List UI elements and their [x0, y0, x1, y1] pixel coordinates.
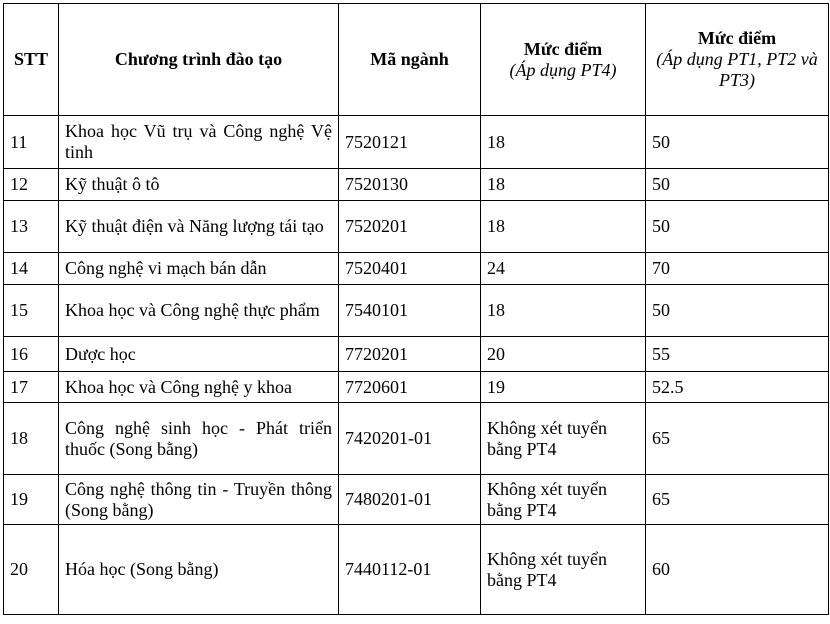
cell-program: Khoa học và Công nghệ y khoa [59, 372, 339, 403]
cell-score-pt4: Không xét tuyển bằng PT4 [481, 403, 646, 475]
table-row [4, 201, 829, 253]
cell-score-pt4: 18 [481, 116, 646, 169]
cell-score-pt123: 50 [646, 285, 829, 337]
cell-stt: 20 [4, 525, 59, 615]
cell-stt: 17 [4, 372, 59, 403]
cell-stt: 18 [4, 403, 59, 475]
cell-score-pt123: 70 [646, 253, 829, 285]
header-score-pt123 [646, 4, 829, 116]
cell-code: 7520401 [339, 253, 481, 285]
admission-score-table [3, 3, 829, 615]
cell-score-pt4: 18 [481, 285, 646, 337]
cell-score-pt4: 18 [481, 201, 646, 253]
cell-code: 7420201-01 [339, 403, 481, 475]
table-row [4, 337, 829, 372]
cell-score-pt123: 52.5 [646, 372, 829, 403]
cell-code: 7440112-01 [339, 525, 481, 615]
cell-stt: 14 [4, 253, 59, 285]
cell-program: Kỹ thuật điện và Năng lượng tái tạo [59, 201, 339, 253]
table-row [4, 475, 829, 525]
header-score-pt123-title: Mức điểm [697, 28, 777, 48]
cell-code: 7520130 [339, 169, 481, 201]
cell-score-pt4: 18 [481, 169, 646, 201]
cell-stt: 16 [4, 337, 59, 372]
header-stt: STT [4, 4, 59, 116]
cell-score-pt123: 65 [646, 475, 829, 525]
cell-program: Hóa học (Song bằng) [59, 525, 339, 615]
cell-stt: 19 [4, 475, 59, 525]
cell-code: 7520121 [339, 116, 481, 169]
table-row [4, 403, 829, 475]
cell-code: 7480201-01 [339, 475, 481, 525]
table-row [4, 169, 829, 201]
cell-stt: 12 [4, 169, 59, 201]
cell-score-pt4: Không xét tuyển bằng PT4 [481, 525, 646, 615]
cell-score-pt123: 50 [646, 116, 829, 169]
cell-program: Dược học [59, 337, 339, 372]
header-score-pt4-sub: (Áp dụng PT4) [509, 59, 617, 80]
cell-code: 7520201 [339, 201, 481, 253]
cell-program: Kỹ thuật ô tô [59, 169, 339, 201]
table-row [4, 116, 829, 169]
cell-program: Công nghệ vi mạch bán dẫn [59, 253, 339, 285]
table-row [4, 253, 829, 285]
cell-score-pt123: 50 [646, 201, 829, 253]
table-row [4, 372, 829, 403]
header-score-pt4 [481, 4, 646, 116]
cell-score-pt123: 65 [646, 403, 829, 475]
header-score-pt123-sub: (Áp dụng PT1, PT2 và PT3) [656, 49, 818, 90]
cell-program: Công nghệ sinh học - Phát triển thuốc (Song bằng) [59, 403, 339, 475]
cell-code: 7720601 [339, 372, 481, 403]
cell-score-pt123: 55 [646, 337, 829, 372]
cell-score-pt123: 60 [646, 525, 829, 615]
table-row [4, 525, 829, 615]
cell-stt: 13 [4, 201, 59, 253]
cell-score-pt4: 24 [481, 253, 646, 285]
cell-stt: 11 [4, 116, 59, 169]
cell-score-pt4: 20 [481, 337, 646, 372]
cell-score-pt4: Không xét tuyển bằng PT4 [481, 475, 646, 525]
header-score-pt4-title: Mức điểm [523, 38, 603, 59]
table-row [4, 285, 829, 337]
cell-program: Khoa học Vũ trụ và Công nghệ Vệ tinh [59, 116, 339, 169]
cell-code: 7540101 [339, 285, 481, 337]
cell-code: 7720201 [339, 337, 481, 372]
cell-score-pt123: 50 [646, 169, 829, 201]
cell-score-pt4: 19 [481, 372, 646, 403]
cell-stt: 15 [4, 285, 59, 337]
header-code: Mã ngành [339, 4, 481, 116]
cell-program: Công nghệ thông tin - Truyền thông (Song bằng) [59, 475, 339, 525]
header-program: Chương trình đào tạo [59, 4, 339, 116]
table-header-row [4, 4, 829, 116]
cell-program: Khoa học và Công nghệ thực phẩm [59, 285, 339, 337]
